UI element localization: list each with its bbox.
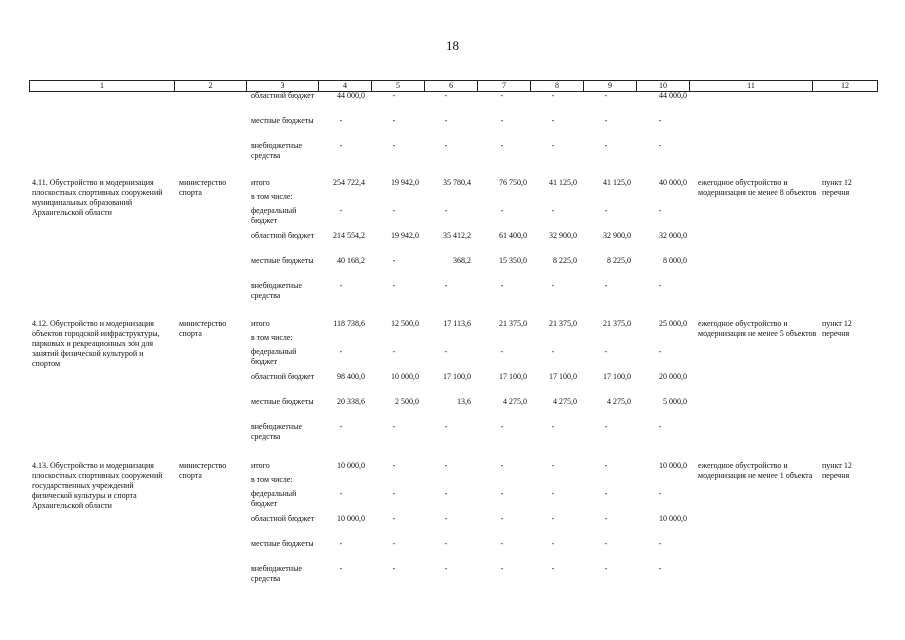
amount-cell: - (551, 461, 555, 470)
column-header: 3 (247, 81, 319, 92)
amount-cell: 44 000,0 (337, 91, 365, 100)
amount-cell: - (392, 489, 396, 498)
amount-cell: - (604, 206, 608, 215)
amount-cell: - (444, 514, 448, 523)
reference-point: пункт 12 перечня (822, 178, 852, 197)
amount-cell: 17 100,0 (549, 372, 577, 381)
funding-source: в том числе: (251, 475, 293, 484)
column-header: 4 (319, 81, 372, 92)
expected-result: ежегодное обустройство и модернизация не менее 1 объекта (698, 461, 813, 480)
amount-cell: - (604, 539, 608, 548)
column-header: 8 (531, 81, 584, 92)
funding-source: местные бюджеты (251, 397, 314, 406)
amount-cell: - (392, 281, 396, 290)
amount-cell: - (339, 141, 343, 150)
funding-source: внебюджетные средства (251, 141, 302, 160)
amount-cell: 17 100,0 (499, 372, 527, 381)
amount-cell: 21 375,0 (499, 319, 527, 328)
amount-cell: 35 780,4 (443, 178, 471, 187)
amount-cell: 254 722,4 (333, 178, 365, 187)
amount-cell: - (551, 564, 555, 573)
funding-source: итого (251, 461, 270, 470)
amount-cell: - (551, 489, 555, 498)
responsible-org: министерство спорта (179, 319, 227, 338)
amount-cell: - (604, 347, 608, 356)
measure-name: 4.12. Обустройство и модернизация объектов городской инфраструктуры, парковых и рекреационных зон для занятий физической культурой и спортом (32, 319, 160, 368)
amount-cell: - (551, 281, 555, 290)
amount-cell: - (551, 206, 555, 215)
amount-cell: - (339, 206, 343, 215)
amount-cell: 21 375,0 (549, 319, 577, 328)
amount-cell: - (551, 141, 555, 150)
amount-cell: - (500, 564, 504, 573)
amount-cell: 61 400,0 (499, 231, 527, 240)
amount-cell: - (444, 489, 448, 498)
amount-cell: - (500, 281, 504, 290)
funding-source: в том числе: (251, 192, 293, 201)
amount-cell: - (604, 461, 608, 470)
amount-cell: 20 000,0 (659, 372, 687, 381)
amount-cell: 20 338,6 (337, 397, 365, 406)
amount-cell: - (444, 116, 448, 125)
amount-cell: - (444, 141, 448, 150)
amount-cell: - (551, 539, 555, 548)
amount-cell: - (392, 141, 396, 150)
amount-cell: 8 225,0 (553, 256, 577, 265)
column-header: 6 (425, 81, 478, 92)
amount-cell: 10 000,0 (659, 461, 687, 470)
amount-cell: 44 000,0 (659, 91, 687, 100)
column-header: 5 (372, 81, 425, 92)
amount-cell: - (339, 564, 343, 573)
amount-cell: 17 113,6 (443, 319, 471, 328)
amount-cell: 8 225,0 (607, 256, 631, 265)
amount-cell: - (551, 514, 555, 523)
amount-cell: - (658, 206, 662, 215)
amount-cell: - (551, 91, 555, 100)
amount-cell: - (392, 91, 396, 100)
funding-source: в том числе: (251, 333, 293, 342)
column-header: 9 (584, 81, 637, 92)
amount-cell: - (658, 347, 662, 356)
amount-cell: - (392, 564, 396, 573)
amount-cell: - (339, 281, 343, 290)
amount-cell: 41 125,0 (603, 178, 631, 187)
amount-cell: 21 375,0 (603, 319, 631, 328)
amount-cell: 4 275,0 (607, 397, 631, 406)
funding-source: федеральный бюджет (251, 489, 297, 508)
amount-cell: - (444, 564, 448, 573)
column-header: 2 (175, 81, 247, 92)
amount-cell: 118 738,6 (333, 319, 365, 328)
funding-source: федеральный бюджет (251, 206, 297, 225)
amount-cell: - (392, 461, 396, 470)
amount-cell: - (500, 141, 504, 150)
amount-cell: - (604, 116, 608, 125)
amount-cell: - (604, 422, 608, 431)
amount-cell: 5 000,0 (663, 397, 687, 406)
amount-cell: - (500, 116, 504, 125)
amount-cell: - (339, 347, 343, 356)
funding-source: итого (251, 319, 270, 328)
page-number: 18 (446, 38, 459, 53)
amount-cell: - (444, 91, 448, 100)
measure-name: 4.11. Обустройство и модернизация плоскостных спортивных сооружений муниципальных образований Архангельской области (32, 178, 163, 217)
amount-cell: - (658, 141, 662, 150)
funding-source: итого (251, 178, 270, 187)
amount-cell: 76 750,0 (499, 178, 527, 187)
funding-source: областной бюджет (251, 372, 315, 381)
responsible-org: министерство спорта (179, 461, 227, 480)
amount-cell: - (658, 564, 662, 573)
amount-cell: - (658, 489, 662, 498)
amount-cell: 4 275,0 (553, 397, 577, 406)
amount-cell: 32 900,0 (603, 231, 631, 240)
amount-cell: - (658, 116, 662, 125)
amount-cell: - (444, 422, 448, 431)
amount-cell: - (392, 422, 396, 431)
column-header: 1 (30, 81, 175, 92)
reference-point: пункт 12 перечня (822, 319, 852, 338)
amount-cell: - (392, 514, 396, 523)
amount-cell: 10 000,0 (337, 461, 365, 470)
amount-cell: - (392, 206, 396, 215)
amount-cell: - (551, 347, 555, 356)
funding-source: областной бюджет (251, 231, 315, 240)
amount-cell: 214 554,2 (333, 231, 365, 240)
expected-result: ежегодное обустройство и модернизация не менее 5 объектов (698, 319, 817, 338)
amount-cell: - (604, 281, 608, 290)
funding-source: федеральный бюджет (251, 347, 297, 366)
amount-cell: 19 942,0 (391, 178, 419, 187)
column-header: 11 (690, 81, 813, 92)
amount-cell: - (392, 256, 396, 265)
funding-source: местные бюджеты (251, 539, 314, 548)
responsible-org: министерство спорта (179, 178, 227, 197)
funding-source: внебюджетные средства (251, 422, 302, 441)
amount-cell: 19 942,0 (391, 231, 419, 240)
amount-cell: - (444, 206, 448, 215)
amount-cell: 15 350,0 (499, 256, 527, 265)
funding-source: внебюджетные средства (251, 281, 302, 300)
amount-cell: 40 168,2 (337, 256, 365, 265)
measure-name: 4.13. Обустройство и модернизация плоскостных спортивных сооружений государственных учреждений физической культуры и спорта Архангельской области (32, 461, 163, 510)
amount-cell: - (551, 422, 555, 431)
reference-point: пункт 12 перечня (822, 461, 852, 480)
amount-cell: 17 100,0 (603, 372, 631, 381)
amount-cell: 32 000,0 (659, 231, 687, 240)
amount-cell: - (658, 539, 662, 548)
amount-cell: - (500, 489, 504, 498)
amount-cell: 25 000,0 (659, 319, 687, 328)
amount-cell: 17 100,0 (443, 372, 471, 381)
column-header: 12 (813, 81, 878, 92)
column-header: 7 (478, 81, 531, 92)
funding-source: внебюджетные средства (251, 564, 302, 583)
amount-cell: - (444, 281, 448, 290)
amount-cell: - (339, 422, 343, 431)
amount-cell: - (500, 206, 504, 215)
amount-cell: 2 500,0 (395, 397, 419, 406)
amount-cell: 10 000,0 (391, 372, 419, 381)
amount-cell: 13,6 (457, 397, 471, 406)
amount-cell: 10 000,0 (659, 514, 687, 523)
amount-cell: - (444, 347, 448, 356)
amount-cell: - (392, 116, 396, 125)
amount-cell: - (444, 539, 448, 548)
expected-result: ежегодное обустройство и модернизация не менее 8 объектов (698, 178, 817, 197)
amount-cell: - (551, 116, 555, 125)
funding-source: областной бюджет (251, 91, 315, 100)
amount-cell: 12 500,0 (391, 319, 419, 328)
funding-source: местные бюджеты (251, 116, 314, 125)
amount-cell: - (500, 347, 504, 356)
amount-cell: - (658, 281, 662, 290)
amount-cell: 32 900,0 (549, 231, 577, 240)
amount-cell: - (444, 461, 448, 470)
amount-cell: 8 000,0 (663, 256, 687, 265)
amount-cell: - (339, 116, 343, 125)
amount-cell: - (604, 141, 608, 150)
amount-cell: - (604, 514, 608, 523)
amount-cell: - (392, 539, 396, 548)
amount-cell: 98 400,0 (337, 372, 365, 381)
funding-source: местные бюджеты (251, 256, 314, 265)
amount-cell: 368,2 (453, 256, 471, 265)
amount-cell: - (339, 539, 343, 548)
amount-cell: - (604, 489, 608, 498)
amount-cell: 35 412,2 (443, 231, 471, 240)
amount-cell: 40 000,0 (659, 178, 687, 187)
amount-cell: - (604, 91, 608, 100)
amount-cell: 4 275,0 (503, 397, 527, 406)
amount-cell: - (604, 564, 608, 573)
amount-cell: - (392, 347, 396, 356)
amount-cell: - (500, 539, 504, 548)
amount-cell: - (658, 422, 662, 431)
amount-cell: 41 125,0 (549, 178, 577, 187)
amount-cell: 10 000,0 (337, 514, 365, 523)
amount-cell: - (500, 514, 504, 523)
amount-cell: - (339, 489, 343, 498)
amount-cell: - (500, 422, 504, 431)
amount-cell: - (500, 91, 504, 100)
amount-cell: - (500, 461, 504, 470)
column-header: 10 (637, 81, 690, 92)
funding-source: областной бюджет (251, 514, 315, 523)
